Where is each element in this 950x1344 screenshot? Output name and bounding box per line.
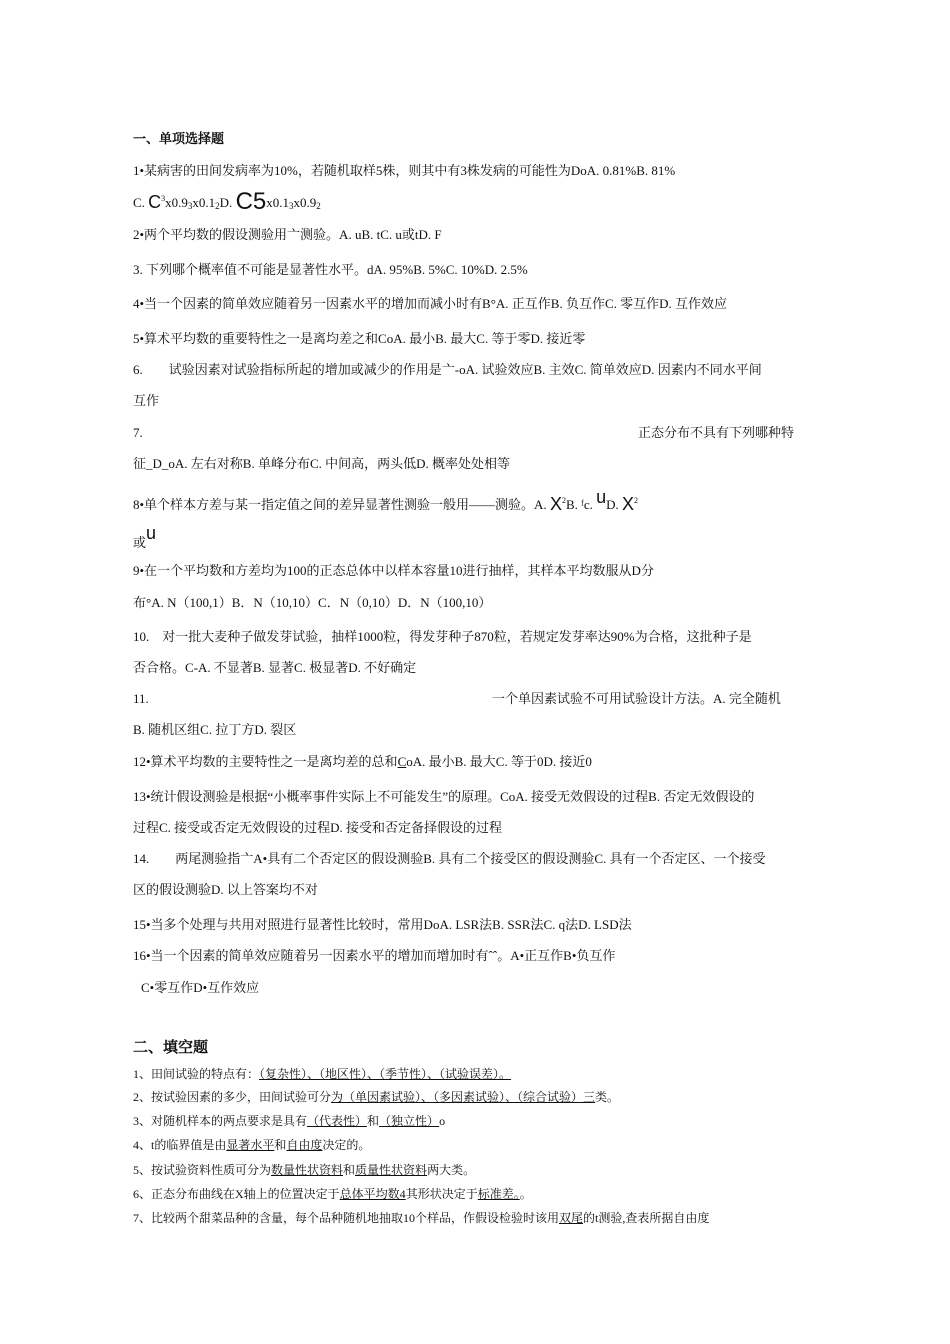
- question-5: 5•算术平均数的重要特性之一是离均差之和CoA. 最小B. 最大C. 等于零D. 接近零: [133, 331, 586, 346]
- section-1-title: 一、单项选择题: [133, 131, 225, 146]
- fill-6: [133, 1186, 532, 1203]
- q8-u-symbol-2: u: [146, 523, 157, 543]
- q8-text: 8•单个样本方差与某一指定值之间的差异显著性测验一般用——测验。A.: [133, 497, 550, 512]
- question-12: [133, 753, 592, 771]
- fill-4-end: 决定的。: [322, 1138, 371, 1152]
- question-7-number: 7.: [133, 425, 143, 440]
- q1-sub-3: 3: [289, 201, 294, 211]
- question-1-line-2: [133, 190, 321, 215]
- question-15: 15•当多个处理与共用对照进行显著性比较时，常用DoA. LSR法B. SSR法C. q法D. LSD法: [133, 917, 632, 932]
- fill-7-end: 的t测验,查表所据自由度: [583, 1211, 710, 1225]
- question-8-line-1: [133, 488, 638, 514]
- question-4: 4•当一个因素的简单效应随着另一因素水平的增加而减小时有B°A. 正互作B. 负互作C. 零互作D. 互作效应: [133, 296, 728, 311]
- question-9-line-2: 布°A. N（100,1）B．N（10,10）C．N（0,10）D．N（100,10）: [133, 595, 492, 610]
- fill-3-text: 3、对随机样本的两点要求是具有: [133, 1114, 308, 1128]
- fill-3-and: 和: [367, 1114, 380, 1128]
- fill-4-answer-1: 显著水平: [226, 1138, 275, 1152]
- q1-sub-2: 2: [215, 201, 220, 211]
- question-16-line-1: 16•当一个因素的简单效应随着另一因素水平的增加而增加时有ˆˆ。A•正互作B•负互作: [133, 948, 616, 963]
- q8-option-d: D.: [606, 497, 623, 512]
- fill-6-end: 。: [519, 1187, 532, 1201]
- question-16-line-2: C•零互作D•互作效应: [141, 980, 260, 995]
- question-6-line-2: 互作: [133, 393, 160, 408]
- question-11-number: 11.: [133, 691, 149, 706]
- section-2-title: 二、填空题: [133, 1039, 209, 1056]
- question-3: 3. 下列哪个概率值不可能是显著性水平。dA. 95%B. 5%C. 10%D. 2.5%: [133, 262, 528, 277]
- q12-answer: C: [397, 754, 407, 769]
- q8-sup-2: 2: [634, 496, 639, 505]
- fill-5-answer-2: 质量性状资料: [355, 1163, 428, 1177]
- fill-5-and: 和: [343, 1163, 356, 1177]
- fill-5-answer-1: 数量性状资料: [271, 1163, 344, 1177]
- question-7-line-2: 征_D_oA. 左右对称B. 单峰分布C. 中间高，两头低D. 概率处处相等: [133, 456, 511, 471]
- q1-term-4: x0.9: [293, 195, 317, 210]
- question-13-line-2: 过程C. 接受或否定无效假设的过程D. 接受和否定备择假设的过程: [133, 820, 503, 835]
- q8-sup-1: 2: [561, 496, 566, 505]
- q1-combination-symbol-2: C5: [235, 188, 267, 215]
- fill-6-answer-1: 总体平均数4: [339, 1187, 406, 1201]
- fill-6-text: 6、正态分布曲线在X轴上的位置决定于: [133, 1187, 340, 1201]
- question-2: 2•两个平均数的假设测验用亠测验。A. uB. tC. u或tD. F: [133, 227, 442, 242]
- q8-chi-symbol-1: X: [549, 494, 562, 514]
- question-14-line-2: 区的假设测验D. 以上答案均不对: [133, 882, 318, 897]
- question-10-line-2: 否合格。C-A. 不显著B. 显著C. 极显著D. 不好确定: [133, 660, 417, 675]
- fill-7-text: 7、比较两个甜菜品种的含量，每个品种随机地抽取10个样品，作假设检验时该用: [133, 1211, 560, 1225]
- fill-5-text: 5、按试验资料性质可分为: [133, 1163, 272, 1177]
- q8-option-b: B.: [565, 497, 582, 512]
- q8-option-c: ᶠc.: [581, 497, 597, 512]
- q8-u-symbol: u: [596, 487, 607, 507]
- question-14-line-1: 14. 两尾测验指亠A•具有二个否定区的假设测验B. 具有二个接受区的假设测验C. 具有一个否定区、一个接受: [133, 851, 766, 866]
- fill-3-end: o: [439, 1114, 446, 1128]
- q1-term-1: x0.9: [165, 195, 188, 210]
- question-9-line-1: 9•在一个平均数和方差均为100的正态总体中以样本容量10进行抽样，其样本平均数服从D分: [133, 563, 654, 578]
- question-11-line-1: 一个单因素试验不可用试验设计方法。A. 完全随机: [492, 691, 781, 706]
- fill-1-text: 1、田间试验的特点有：: [133, 1067, 260, 1081]
- fill-5-end: 两大类。: [427, 1163, 476, 1177]
- fill-3-answer-2: （独立性）: [379, 1114, 440, 1128]
- fill-2: [133, 1089, 619, 1106]
- fill-1-answer: （复杂性）、（地区性）、（季节性）、（试验误差）。: [259, 1067, 512, 1081]
- question-11-line-2: B. 随机区组C. 拉丁方D. 裂区: [133, 722, 297, 737]
- question-8-line-2: [133, 524, 156, 552]
- q1-sub-1: 3: [187, 201, 193, 211]
- question-10-line-1: 10. 对一批大麦种子做发芽试验，抽样1000粒，得发芽种子870粒，若规定发芽率达90%为合格，这批种子是: [133, 629, 752, 644]
- fill-5: [133, 1162, 475, 1179]
- q8-or: 或: [133, 535, 147, 550]
- fill-7-answer: 双尾: [559, 1211, 584, 1225]
- fill-3: [133, 1113, 445, 1130]
- fill-1: [133, 1066, 511, 1083]
- fill-4-and: 和: [274, 1138, 287, 1152]
- q1-term-3: x0.1: [266, 195, 289, 210]
- q1-term-2: x0.1: [192, 195, 216, 210]
- q12-text: 12•算术平均数的主要特性之一是离均差的总和: [133, 754, 398, 769]
- fill-2-end: 类。: [595, 1090, 620, 1104]
- q1-combination-symbol: C: [148, 192, 162, 212]
- question-13-line-1: 13•统计假设测验是根据“小概率事件实际上不可能发生”的原理。CoA. 接受无效假设的过程B. 否定无效假设的: [133, 789, 755, 804]
- fill-3-answer-1: （代表性）: [307, 1114, 368, 1128]
- q1-option-c-label: C.: [133, 195, 149, 210]
- fill-6-mid: 其形状决定于: [405, 1187, 478, 1201]
- q1-sup: 3: [161, 194, 166, 203]
- q1-sub-4: 2: [316, 201, 321, 211]
- fill-6-answer-2: 标准差。: [477, 1187, 520, 1201]
- question-1-line-1: 1•某病害的田间发病率为10%，若随机取样5株，则其中有3株发病的可能性为DoA. 0.81%B. 81%: [133, 163, 676, 178]
- fill-4-answer-2: 自由度: [286, 1138, 323, 1152]
- q12-options: oA. 最小B. 最大C. 等于0D. 接近0: [406, 754, 592, 769]
- fill-2-answer: 为（单因素试验）、（多因素试验）、（综合试验）三: [331, 1090, 596, 1104]
- q8-chi-symbol-2: X: [622, 494, 635, 514]
- fill-4-text: 4、t的临界值是由: [133, 1138, 227, 1152]
- q1-option-d-label: D.: [219, 195, 236, 210]
- fill-7: [133, 1210, 709, 1227]
- fill-4: [133, 1137, 370, 1154]
- fill-2-text: 2、按试验因素的多少，田间试验可分: [133, 1090, 332, 1104]
- question-7-line-1: 正态分布不具有下列哪种特: [638, 425, 795, 440]
- question-6-line-1: 6. 试验因素对试验指标所起的增加或减少的作用是亠-oA. 试验效应B. 主效C. 简单效应D. 因素内不同水平间: [133, 362, 762, 377]
